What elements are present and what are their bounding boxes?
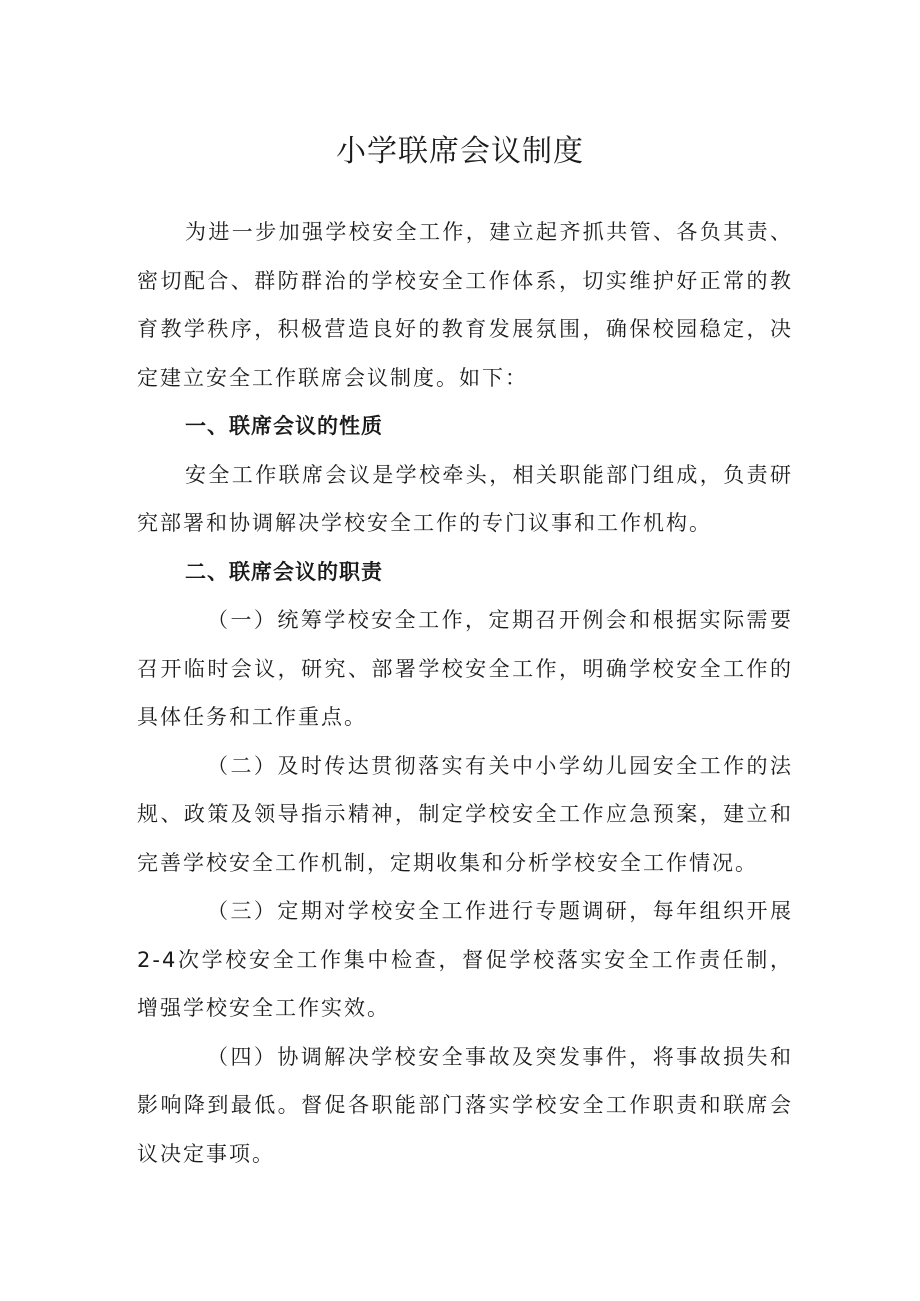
- duty-item-2: （二）及时传达贯彻落实有关中小学幼儿园安全工作的法规、政策及领导指示精神，制定学校安全工作应急预案，建立和完善学校安全工作机制，定期收集和分析学校安全工作情况。: [137, 753, 793, 875]
- section-heading-duties: 二、联席会议的职责: [185, 559, 383, 584]
- duty-item-1: （一）统筹学校安全工作，定期召开例会和根据实际需要召开临时会议，研究、部署学校安全工作，明确学校安全工作的具体任务和工作重点。: [137, 608, 793, 729]
- section-text-nature: 安全工作联席会议是学校牵头，相关职能部门组成，负责研究部署和协调解决学校安全工作的专门议事和工作机构。: [137, 462, 793, 535]
- section-heading-nature: 一、联席会议的性质: [185, 414, 383, 438]
- intro-paragraph: 为进一步加强学校安全工作，建立起齐抓共管、各负其责、密切配合、群防群治的学校安全工作体系，切实维护好正常的教育教学秩序，积极营造良好的教育发展氛围，确保校园稳定，决定建立安全工作联席会议制度。如下：: [137, 220, 793, 390]
- document-title: 小学联席会议制度: [336, 134, 584, 169]
- document-body: [137, 208, 793, 1178]
- duty-item-3: （三）定期对学校安全工作进行专题调研，每年组织开展2-4次学校安全工作集中检查，督促学校落实安全工作责任制，增强学校安全工作实效。: [137, 899, 793, 1020]
- duty-item-4: （四）协调解决学校安全事故及突发事件，将事故损失和影响降到最低。督促各职能部门落实学校安全工作职责和联席会议决定事项。: [137, 1044, 793, 1166]
